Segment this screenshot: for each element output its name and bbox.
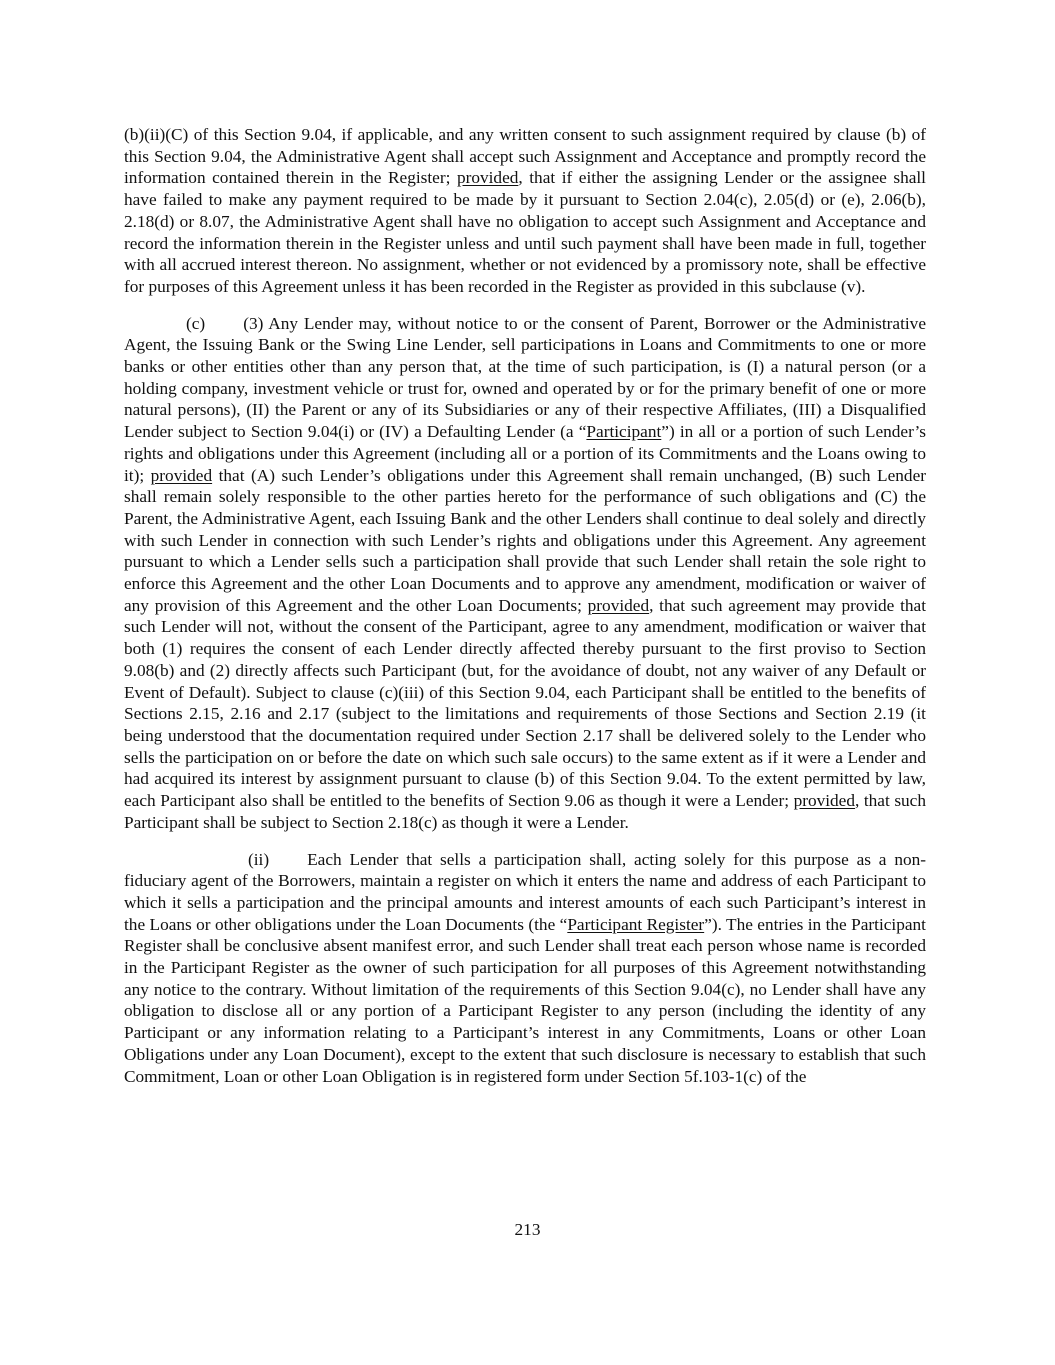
text-run: that (A) such Lender’s obligations under this Agreement shall remain unchanged, (B) such Lender shall remain solely responsible to the other parties hereto for the performance of such obligations and (C) the Parent, the Administrative Agent, each Issuing Bank and the other Lenders shall continue to deal solely and directly with such Lender in connection with such Lender’s rights and obligations under this Agreement. Any agreement pursuant to which a Lender sells such a participation shall provide that such Lender shall retain the sole right to enforce this Agreement and the other Loan Documents and to approve any amendment, modification or waiver of any provision of this Agreement and the other Loan Documents; — [124, 465, 926, 615]
text-run: , that such agreement may provide that such Lender will not, without the consent of the Participant, agree to any amendment, modification or waiver that both (1) requires the consent of each Lender directly affected thereby pursuant to the first proviso to Section 9.08(b) and (2) directly affects such Participant (but, for the avoidance of doubt, not any waiver of any Default or Event of Default). Subject to clause (c)(iii) of this Section 9.04, each Participant shall be entitled to the benefits of Sections 2.15, 2.16 and 2.17 (subject to the limitations and requirements of those Sections and Section 2.19 (it being understood that the documentation required under Section 2.17 shall be delivered solely to the Lender who sells the participation on or before the date on which such sale occurs) to the same extent as if it were a Lender and had acquired its interest by assignment pursuant to clause (b) of this Section 9.04. To the extent permitted by law, each Participant also shall be entitled to the benefits of Section 9.06 as though it were a Lender; — [124, 595, 927, 811]
paragraph-participations — [124, 313, 926, 834]
underlined-term-provided: provided — [456, 168, 519, 188]
underlined-term-provided: provided — [587, 595, 650, 615]
text-run: ”) in all or a portion of such Lender’s rights and obligations under this Agreement (including all or a portion of its Commitments and the Loans owing to it); — [124, 422, 926, 485]
paragraph-assignment-recording — [124, 124, 926, 298]
underlined-term-provided: provided — [150, 465, 213, 485]
text-run: , that if either the assigning Lender or the assignee shall have failed to make any payment required to be made by it pursuant to Section 2.04(c), 2.05(d) or (e), 2.06(b), 2.18(d) or 8.07, the Administrative Agent shall have no obligation to accept such Assignment and Acceptance and record the information therein in the Register unless and until such payment shall have been made in full, together with all accrued interest thereon. No assignment, whether or not evidenced by a promissory note, shall be effective for purposes of this Agreement unless it has been recorded in the Register as provided in this subclause (v). — [124, 168, 926, 296]
text-run: (3) Any Lender may, without notice to or the consent of Parent, Borrower or the Administrative Agent, the Issuing Bank or the Swing Line Lender, sell participations in Loans and Commitments to one or more banks or other entities other than any person that, at the time of such participation, is (I) a natural person (or a holding company, investment vehicle or trust for, owned and operated by or for the primary benefit of one or more natural persons), (II) the Parent or any of its Subsidiaries or any of their respective Affiliates, (III) a Disqualified Lender subject to Section 9.04(i) or (IV) a Defaulting Lender (a “ — [124, 313, 926, 442]
page-number: 213 — [514, 1220, 541, 1239]
text-run: , that such Participant shall be subject to Section 2.18(c) as though it were a Lender. — [124, 791, 926, 832]
paragraph-participant-register — [124, 849, 926, 1088]
clause-label: (c) — [186, 313, 206, 333]
text-run: Each Lender that sells a participation shall, acting solely for this purpose as a non-fiduciary agent of the Borrowers, maintain a register on which it enters the name and address of each Participant to which it sells a participation and the principal amounts and interest amounts of each such Participant’s interest in the Loans or other obligations under the Loan Documents (the “ — [124, 849, 926, 934]
underlined-term-participant: Participant — [586, 422, 662, 442]
clause-label: (ii) — [248, 849, 270, 869]
underlined-term-provided: provided — [793, 791, 855, 811]
text-run: (b)(ii)(C) of this Section 9.04, if applicable, and any written consent to such assignment required by clause (b) of this Section 9.04, the Administrative Agent shall accept such Assignment and Acceptance and promptly record the information contained therein in the Register; — [124, 125, 926, 188]
text-run: ”). The entries in the Participant Register shall be conclusive absent manifest error, and such Lender shall treat each person whose name is recorded in the Participant Register as the owner of such participation for all purposes of this Agreement notwithstanding any notice to the contrary. Without limitation of the requirements of this Section 9.04(c), no Lender shall have any obligation to disclose all or any portion of a Participant Register to any person (including the identity of any Participant or any information relating to a Participant’s interest in any Commitments, Loans or other Loan Obligations under any Loan Document), except to the extent that such disclosure is necessary to establish that such Commitment, Loan or other Loan Obligation is in registered form under Section 5f.103-1(c) of the — [124, 914, 926, 1086]
underlined-term-participant-register: Participant Register — [567, 914, 705, 934]
document-body — [124, 124, 926, 1102]
